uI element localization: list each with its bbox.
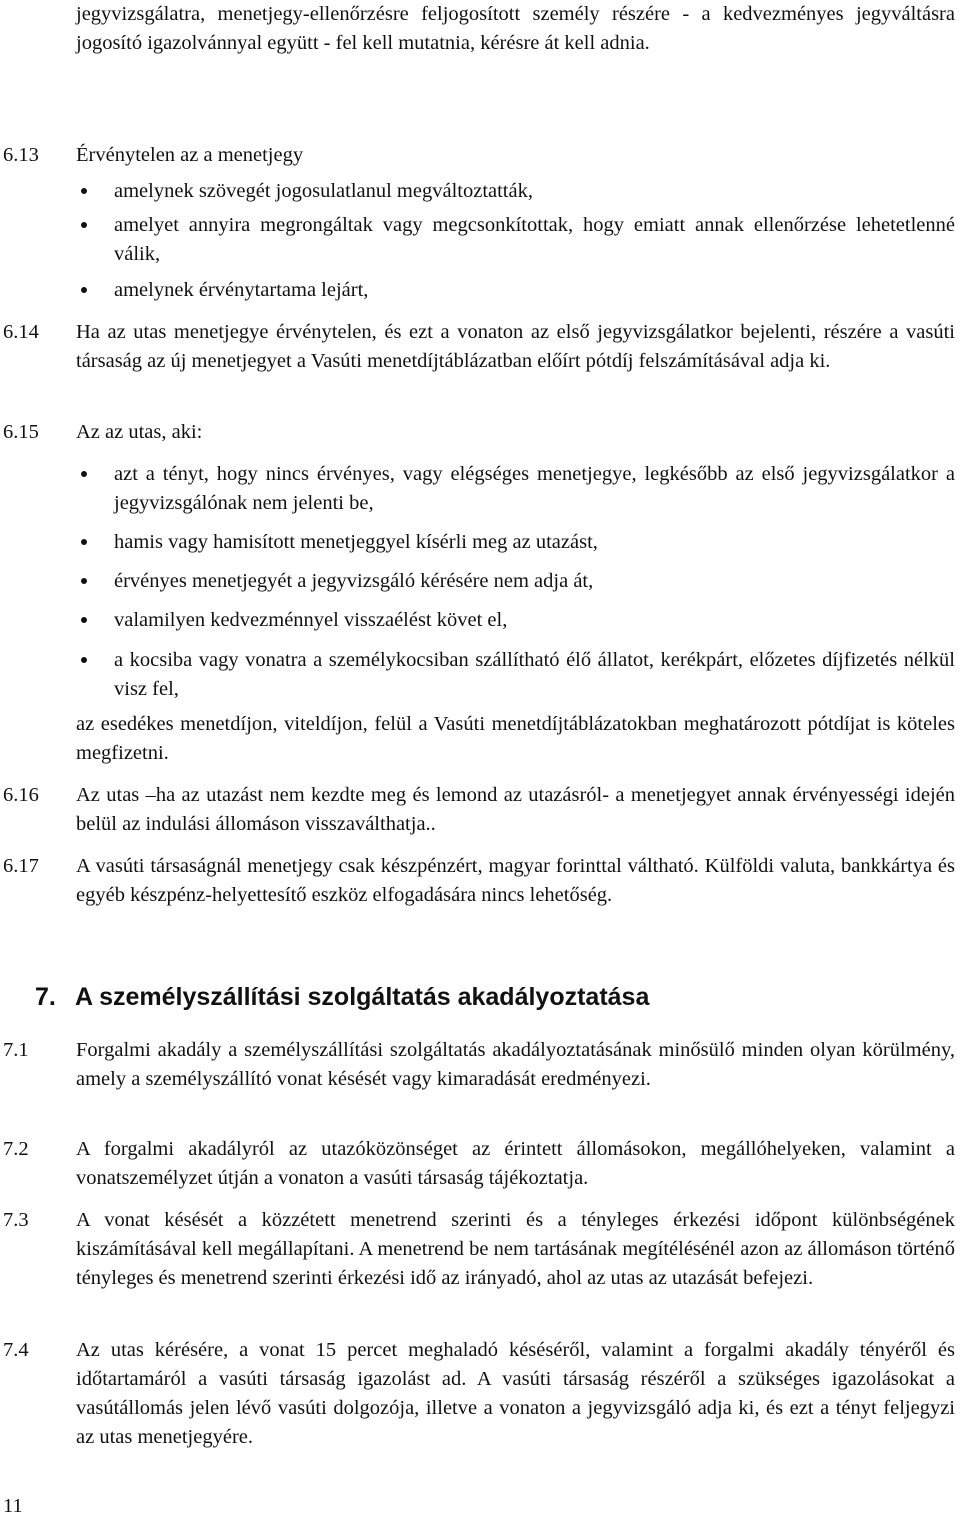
list-item: [76, 567, 955, 596]
section-number: 7.2: [3, 1138, 29, 1160]
heading-number: 7.: [35, 983, 56, 1011]
section-number: 6.14: [3, 321, 39, 343]
section-heading: [35, 982, 649, 1012]
list-item: [76, 606, 955, 635]
list-item: [76, 646, 955, 704]
section-text: Ha az utas menetjegye érvénytelen, és ezt a vonaton az első jegyvizsgálatkor bejelenti, részére a vasúti társaság az új menetjegyet a Vasúti menetdíjtáblázatban előírt pótdíj felszámításával adja ki.: [76, 321, 955, 372]
list-item-text: amelynek szövegét jogosulatlanul megváltoztatták,: [114, 180, 533, 202]
list-item: [76, 460, 955, 518]
section-text: A vonat késését a közzétett menetrend szerinti és a tényleges érkezési időpont különbségének kiszámításával kell megállapítani. A menetrend be nem tartásának megítélésénél azon az állomáson történő tényleges és menetrend szerinti érkezési idő az irányadó, ahol az utas az utazását befejezi.: [76, 1209, 955, 1289]
section-text: Érvénytelen az a menetjegy: [76, 144, 304, 166]
list-item-text: a kocsiba vagy vonatra a személykocsiban szállítható élő állatot, kerékpárt, előzetes díjfizetés nélkül visz fel,: [114, 649, 955, 700]
list-item: [76, 528, 955, 557]
page-number: 11: [3, 1495, 23, 1517]
section-number: 7.3: [3, 1209, 29, 1231]
section-number: 6.17: [3, 855, 39, 877]
section-text: Forgalmi akadály a személyszállítási szolgáltatás akadályoztatásának minősülő minden olyan körülmény, amely a személyszállító vonat késését vagy kimaradását eredményezi.: [76, 1039, 955, 1090]
section-number: 7.1: [3, 1039, 29, 1061]
section-text: Az az utas, aki:: [76, 421, 203, 443]
section-number: 6.16: [3, 784, 39, 806]
section-closing-text: az esedékes menetdíjon, viteldíjon, felül a Vasúti menetdíjtáblázatokban meghatározott pótdíjat is köteles megfizetni.: [76, 713, 955, 764]
list-item: [76, 211, 955, 269]
heading-title: A személyszállítási szolgáltatás akadályoztatása: [75, 983, 650, 1011]
section-text: Az utas kérésére, a vonat 15 percet meghaladó késéséről, valamint a forgalmi akadály tényéről és időtartamáról a vasúti társaság igazolást ad. A vasúti társaság részéről a szükséges igazolásokat a vasútállomás jelen lévő vasúti dolgozója, illetve a vonaton a jegyvizsgáló adja ki, és ezt a tényt feljegyzi az utas menetjegyére.: [76, 1339, 955, 1448]
section-text: Az utas –ha az utazást nem kezdte meg és lemond az utazásról- a menetjegyet annak érvényességi idején belül az indulási állomáson visszaválthatja..: [76, 784, 955, 835]
section-text: A forgalmi akadályról az utazóközönséget az érintett állomásokon, megállóhelyeken, valamint a vonatszemélyzet útján a vonaton a vasúti társaság tájékoztatja.: [76, 1138, 955, 1189]
list-item: [76, 177, 955, 206]
intro-paragraph: jegyvizsgálatra, menetjegy-ellenőrzésre feljogosított személy részére - a kedvezményes jegyváltásra jogosító igazolvánnyal együtt - fel kell mutatnia, kérésre át kell adnia.: [76, 3, 955, 54]
section-number: 7.4: [3, 1339, 29, 1361]
list-item-text: valamilyen kedvezménnyel visszaélést követ el,: [114, 609, 508, 631]
list-item-text: azt a tényt, hogy nincs érvényes, vagy elégséges menetjegye, legkésőbb az első jegyvizsgálatkor a jegyvizsgálónak nem jelenti be,: [114, 463, 955, 514]
list-item-text: hamis vagy hamisított menetjeggyel kísérli meg az utazást,: [114, 531, 598, 553]
list-item: [76, 276, 955, 305]
list-item-text: amelynek érvénytartama lejárt,: [114, 279, 369, 301]
section-number: 6.15: [3, 421, 39, 443]
section-number: 6.13: [3, 144, 39, 166]
section-text: A vasúti társaságnál menetjegy csak készpénzért, magyar forinttal váltható. Külföldi valuta, bankkártya és egyéb készpénz-helyettesítő eszköz elfogadására nincs lehetőség.: [76, 855, 955, 906]
list-item-text: amelyet annyira megrongáltak vagy megcsonkítottak, hogy emiatt annak ellenőrzése lehetetlenné válik,: [114, 214, 955, 265]
list-item-text: érvényes menetjegyét a jegyvizsgáló kérésére nem adja át,: [114, 570, 594, 592]
